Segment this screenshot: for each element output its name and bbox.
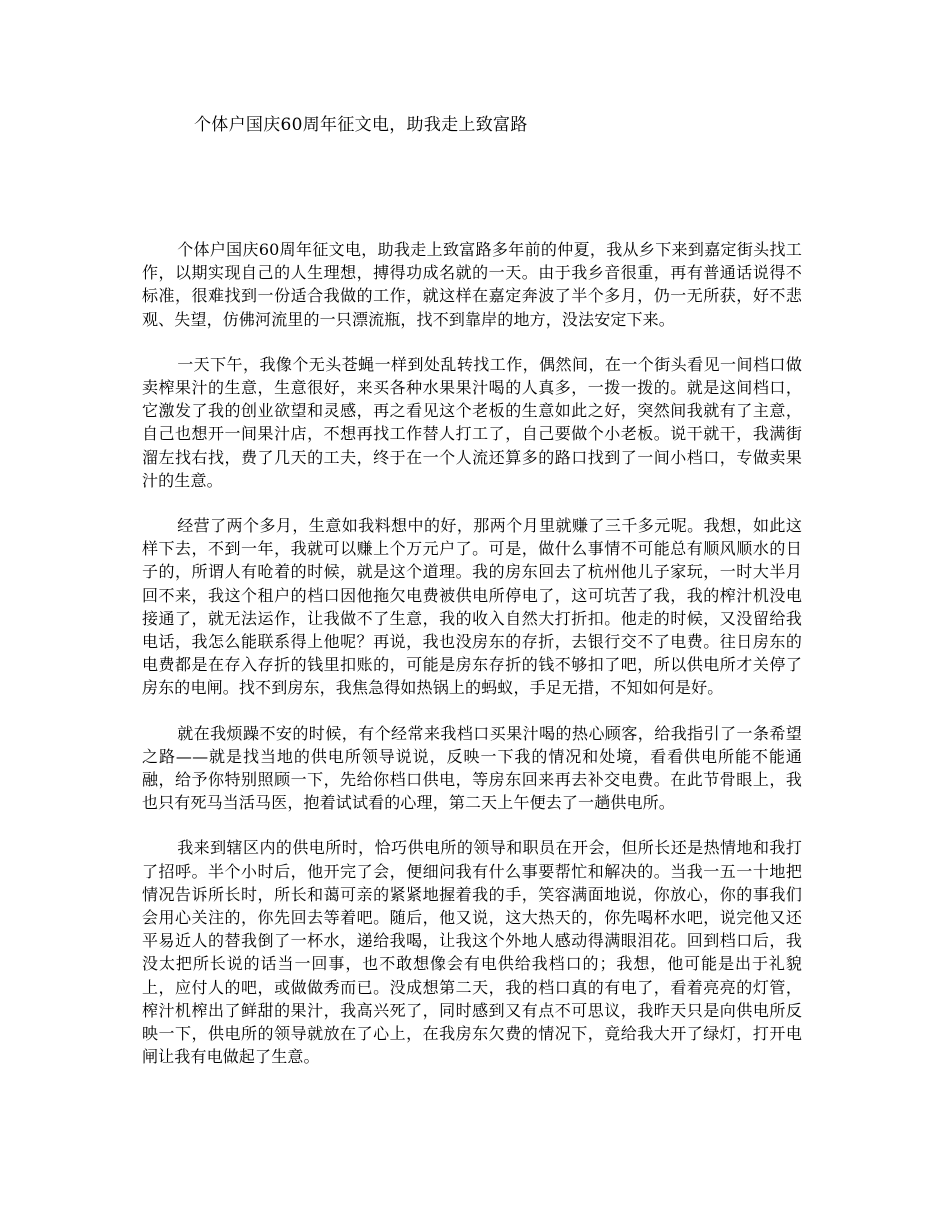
paragraph-4: 就在我烦躁不安的时候，有个经常来我档口买果汁喝的热心顾客，给我指引了一条希望之路——就是找当地的供电所领导说说，反映一下我的情况和处境，看看供电所能不能通融，给予你特别照顾一下，先给你档口供电，等房东回来再去补交电费。在此节骨眼上，我也只有死马当活马医，抱着试试看的心理，第二天上午便去了一趟供电所。 [142, 723, 802, 813]
paragraph-1: 个体户国庆60周年征文电，助我走上致富路多年前的仲夏，我从乡下来到嘉定街头找工作，以期实现自己的人生理想，搏得功成名就的一天。由于我乡音很重，再有普通话说得不标准，很难找到一份适合我做的工作，就这样在嘉定奔波了半个多月，仍一无所获，好不悲观、失望，仿佛河流里的一只漂流瓶，找不到靠岸的地方，没法安定下来。 [142, 240, 802, 329]
paragraph-5: 我来到辖区内的供电所时，恰巧供电所的领导和职员在开会，但所长还是热情地和我打了招呼。半个小时后，他开完了会，便细问我有什么事要帮忙和解决的。当我一五一十地把情况告诉所长时，所长和蔼可亲的紧紧地握着我的手，笑容满面地说，你放心，你的事我们会用心关注的，你先回去等着吧。随后，他又说，这大热天的，你先喝杯水吧，说完他又还平易近人的替我倒了一杯水，递给我喝，让我这个外地人感动得满眼泪花。回到档口后，我没太把所长说的话当一回事，也不敢想像会有电供给我档口的；我想，他可能是出于礼貌上，应付人的吧，或做做秀而已。没成想第二天，我的档口真的有电了，看着亮亮的灯管，榨汁机榨出了鲜甜的果汁，我高兴死了，同时感到又有点不可思议，我昨天只是向供电所反映一下，供电所的领导就放在了心上，在我房东欠费的情况下，竟给我大开了绿灯，打开电闸让我有电做起了生意。 [142, 838, 802, 1067]
paragraph-3: 经营了两个多月，生意如我料想中的好，那两个月里就赚了三千多元呢。我想，如此这样下去，不到一年，我就可以赚上个万元户了。可是，做什么事情不可能总有顺风顺水的日子的，所谓人有呛着的时候，就是这个道理。我的房东回去了杭州他儿子家玩，一时大半月回不来，我这个租户的档口因他拖欠电费被供电所停电了，这可坑苦了我，我的榨汁机没电接通了，就无法运作，让我做不了生意，我的收入自然大打折扣。他走的时候，又没留给我电话，我怎么能联系得上他呢？再说，我也没房东的存折，去银行交不了电费。往日房东的电费都是在存入存折的钱里扣账的，可能是房东存折的钱不够扣了吧，所以供电所才关停了房东的电闸。找不到房东，我焦急得如热锅上的蚂蚁，手足无措，不知如何是好。 [142, 516, 802, 698]
document-body [142, 238, 802, 1091]
paragraph-2: 一天下午，我像个无头苍蝇一样到处乱转找工作，偶然间，在一个街头看见一间档口做卖榨果汁的生意，生意很好，来买各种水果果汁喝的人真多，一拨一拨的。就是这间档口，它激发了我的创业欲望和灵感，再之看见这个老板的生意如此之好，突然间我就有了主意，自己也想开一间果汁店，不想再找工作替人打工了，自己要做个小老板。说干就干，我满街溜左找右找，费了几天的工夫，终于在一个人流还算多的路口找到了一间小档口，专做卖果汁的生意。 [142, 354, 802, 490]
document-title: 个体户国庆60周年征文电，助我走上致富路 [194, 115, 528, 135]
